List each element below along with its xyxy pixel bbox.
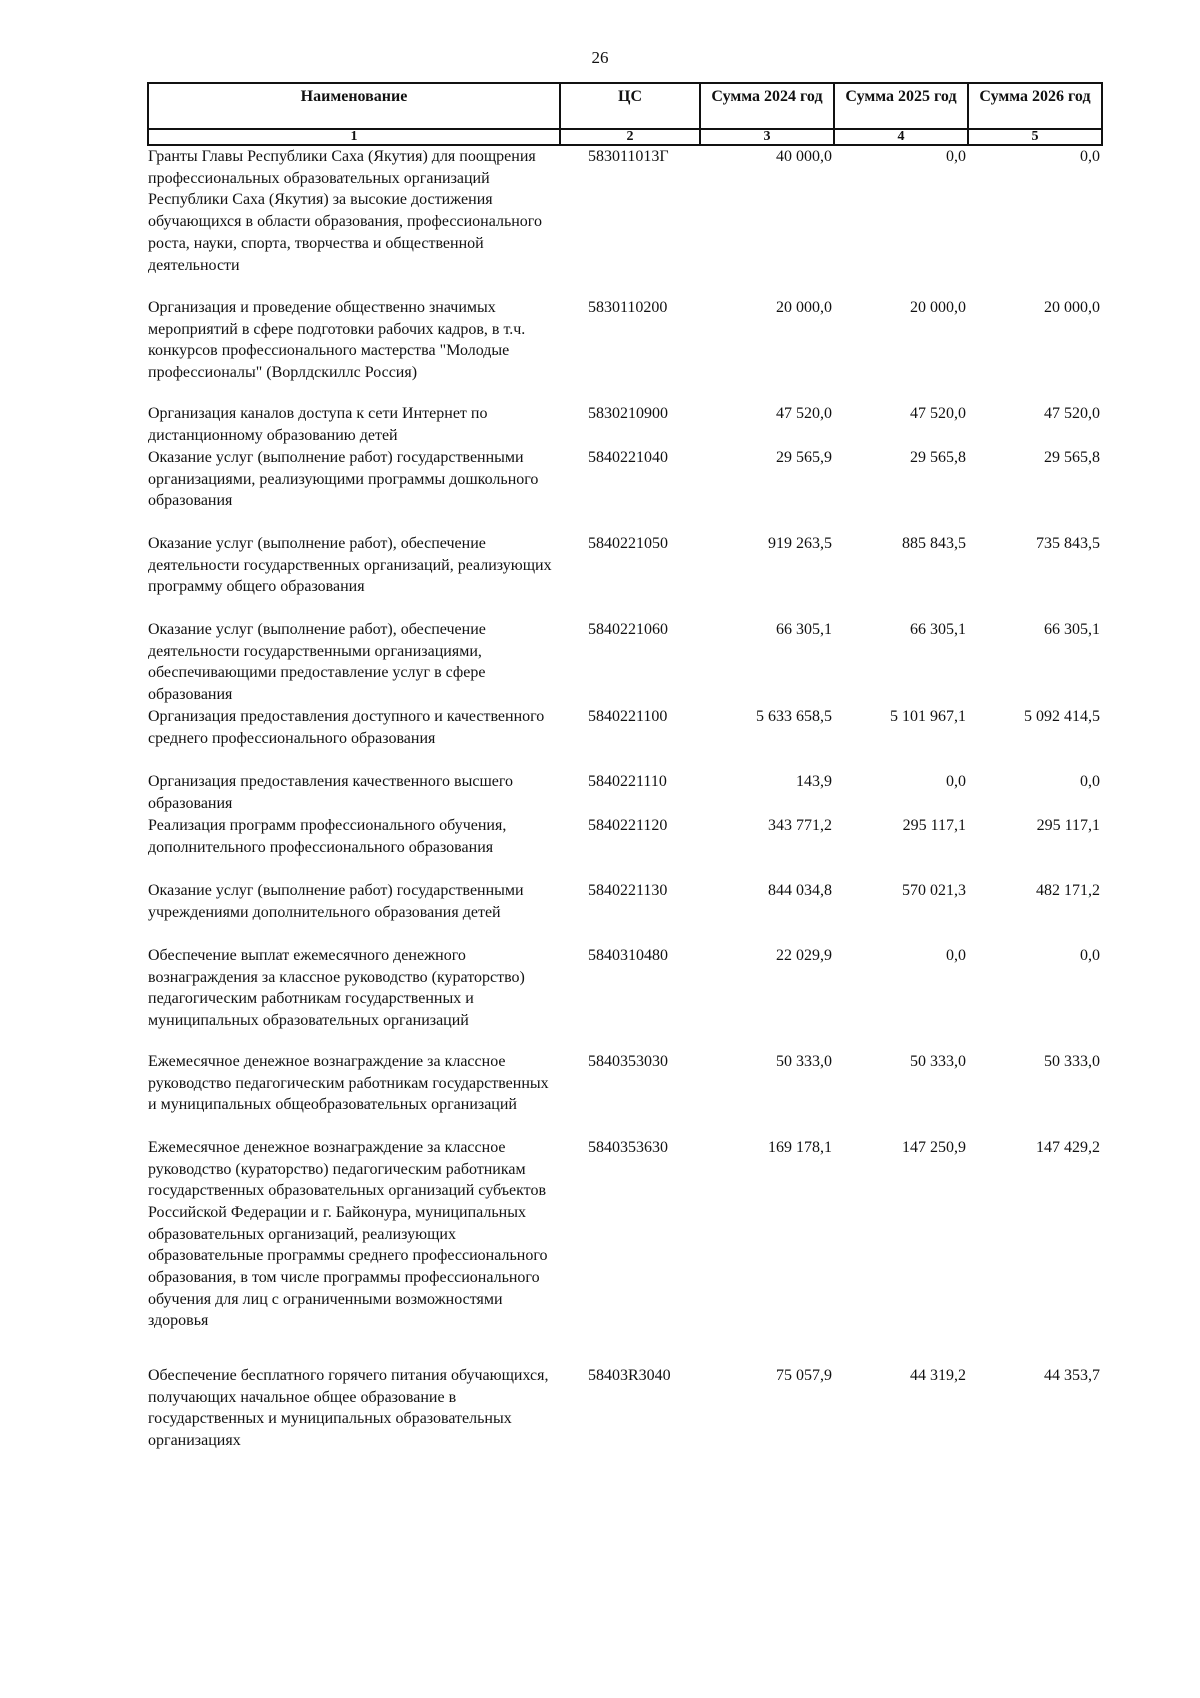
row-sum-2026: 147 429,2 (1036, 1138, 1100, 1156)
row-sum-2025: 570 021,3 (902, 881, 966, 899)
row-name: Ежемесячное денежное вознаграждение за классное руководство (кураторство) педагогическим работникам государственных образовательных организаций субъектов Российской Федерации и г. Байконура, муниципальных образовательных организаций, реализующих образовательные программы среднего профессионального образования, в том числе программы профессионального обучения для лиц с ограниченными возможностями здоровья (148, 1138, 548, 1330)
table-row (148, 706, 1102, 771)
row-name: Организация каналов доступа к сети Интернет по дистанционному образованию детей (148, 405, 488, 444)
table-row (148, 145, 1102, 297)
row-sum-2026: 482 171,2 (1036, 881, 1100, 899)
row-sum-2025: 0,0 (946, 946, 966, 964)
table-row (148, 1365, 1102, 1455)
row-sum-2025: 0,0 (946, 772, 966, 790)
row-sum-2024: 5 633 658,5 (756, 707, 832, 725)
row-name: Оказание услуг (выполнение работ), обеспечение деятельности государственными организациями, обеспечивающими предоставление услуг в сфере образования (148, 621, 486, 704)
row-name: Оказание услуг (выполнение работ) государственными организациями, реализующими программы дошкольного образования (148, 449, 539, 510)
table-row (148, 533, 1102, 619)
row-sum-2024: 143,9 (796, 772, 832, 790)
row-code: 5840221130 (588, 881, 668, 899)
row-sum-2025: 66 305,1 (910, 621, 966, 638)
row-name: Гранты Главы Республики Саха (Якутия) для поощрения профессиональных образовательных организаций Республики Саха (Якутия) за высокие достижения обучающихся в области образования, профессионального роста, науки, спорта, творчества и общественной деятельности (148, 148, 542, 274)
page-number: 26 (591, 48, 609, 67)
row-code: 5840353030 (588, 1052, 668, 1070)
row-sum-2025: 0,0 (946, 148, 966, 165)
column-number: 5 (968, 129, 1102, 145)
row-sum-2024: 50 333,0 (776, 1052, 832, 1070)
table-row (148, 815, 1102, 880)
table-row (148, 771, 1102, 815)
column-number: 4 (834, 129, 968, 145)
row-sum-2026: 0,0 (1080, 946, 1100, 964)
row-sum-2024: 919 263,5 (768, 535, 832, 552)
row-code: 5840353630 (588, 1138, 668, 1156)
row-sum-2025: 44 319,2 (910, 1366, 966, 1384)
row-name: Оказание услуг (выполнение работ), обеспечение деятельности государственных организаций, реализующих программу общего образования (148, 535, 552, 596)
row-name: Обеспечение выплат ежемесячного денежного вознаграждения за классное руководство (кураторство) педагогическим работникам государственных и муниципальных образовательных организаций (148, 946, 525, 1029)
row-name: Организация предоставления доступного и качественного среднего профессионального образования (148, 707, 545, 747)
row-name: Обеспечение бесплатного горячего питания обучающихся, получающих начальное общее образование в государственных и муниципальных образовательных организациях (148, 1366, 549, 1449)
row-code: 58403R3040 (588, 1366, 671, 1384)
table-body (148, 145, 1102, 1455)
row-code: 5840221040 (588, 449, 668, 466)
row-sum-2026: 29 565,8 (1044, 449, 1100, 466)
row-sum-2026: 0,0 (1080, 772, 1100, 790)
table-row (148, 447, 1102, 533)
column-number: 1 (148, 129, 560, 145)
column-number: 2 (560, 129, 700, 145)
row-sum-2026: 50 333,0 (1044, 1052, 1100, 1070)
row-sum-2024: 29 565,9 (776, 449, 832, 466)
row-code: 5840221100 (588, 707, 668, 725)
table-row (148, 1137, 1102, 1365)
row-code: 5840221060 (588, 621, 668, 638)
row-name: Реализация программ профессионального обучения, дополнительного профессионального образования (148, 816, 507, 856)
row-code: 5840221110 (588, 772, 667, 790)
header-sum-2025: Сумма 2025 год (834, 83, 968, 129)
row-code: 5840310480 (588, 946, 668, 964)
row-name: Ежемесячное денежное вознаграждение за классное руководство педагогическим работникам государственных и муниципальных общеобразовательных организаций (148, 1052, 549, 1114)
row-code: 5830110200 (588, 299, 668, 316)
row-sum-2024: 47 520,0 (776, 405, 832, 422)
row-sum-2024: 66 305,1 (776, 621, 832, 638)
header-code: ЦС (560, 83, 700, 129)
row-name: Оказание услуг (выполнение работ) государственными учреждениями дополнительного образования детей (148, 881, 524, 921)
row-sum-2025: 29 565,8 (910, 449, 966, 466)
row-sum-2024: 844 034,8 (768, 881, 832, 899)
table-row (148, 1051, 1102, 1137)
row-code: 5840221120 (588, 816, 668, 834)
table-row (148, 297, 1102, 403)
row-sum-2024: 343 771,2 (768, 816, 832, 834)
row-sum-2024: 40 000,0 (776, 148, 832, 165)
header-sum-2026: Сумма 2026 год (968, 83, 1102, 129)
row-sum-2025: 50 333,0 (910, 1052, 966, 1070)
row-sum-2024: 75 057,9 (776, 1366, 832, 1384)
row-code: 5840221050 (588, 535, 668, 552)
row-name: Организация предоставления качественного высшего образования (148, 772, 514, 812)
row-sum-2024: 22 029,9 (776, 946, 832, 964)
row-sum-2025: 295 117,1 (902, 816, 966, 834)
row-sum-2026: 44 353,7 (1044, 1366, 1100, 1384)
table-row (148, 945, 1102, 1051)
table-row (148, 880, 1102, 945)
row-sum-2026: 735 843,5 (1036, 535, 1100, 552)
row-sum-2026: 20 000,0 (1044, 299, 1100, 316)
row-sum-2025: 885 843,5 (902, 535, 966, 552)
row-sum-2025: 20 000,0 (910, 299, 966, 316)
row-sum-2026: 47 520,0 (1044, 405, 1100, 422)
row-sum-2026: 5 092 414,5 (1024, 707, 1100, 725)
header-name: Наименование (148, 83, 560, 129)
row-name: Организация и проведение общественно значимых мероприятий в сфере подготовки рабочих кадров, в т.ч. конкурсов профессионального мастерства "Молодые профессионалы" (Ворлдскиллс Россия) (148, 299, 526, 382)
row-sum-2026: 66 305,1 (1044, 621, 1100, 638)
row-sum-2026: 295 117,1 (1036, 816, 1100, 834)
row-sum-2025: 5 101 967,1 (890, 707, 966, 725)
column-number: 3 (700, 129, 834, 145)
header-sum-2024: Сумма 2024 год (700, 83, 834, 129)
row-code: 5830210900 (588, 405, 668, 422)
budget-table (147, 82, 1103, 1455)
row-sum-2024: 20 000,0 (776, 299, 832, 316)
row-sum-2025: 147 250,9 (902, 1138, 966, 1156)
row-sum-2024: 169 178,1 (768, 1138, 832, 1156)
table-header-row (148, 83, 1102, 129)
table-row (148, 403, 1102, 447)
table-row (148, 619, 1102, 706)
column-number-row (148, 129, 1102, 145)
row-code: 583011013Г (588, 148, 669, 165)
row-sum-2025: 47 520,0 (910, 405, 966, 422)
row-sum-2026: 0,0 (1080, 148, 1100, 165)
